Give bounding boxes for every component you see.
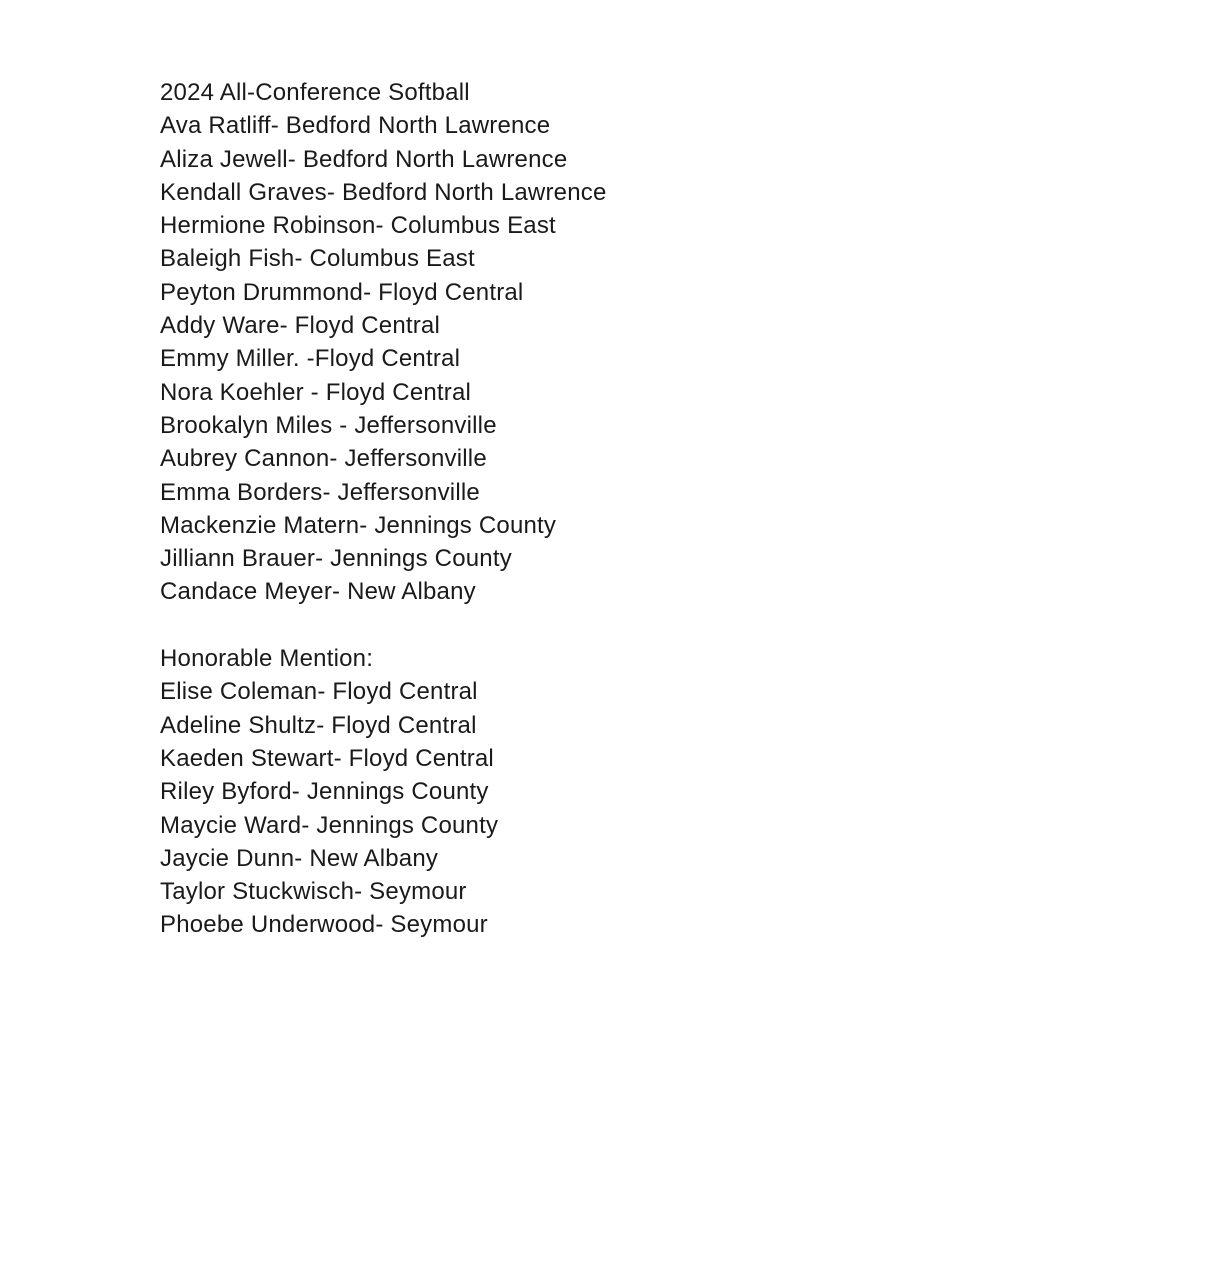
player-line: Kaeden Stewart- Floyd Central [160, 744, 494, 772]
player-line: Elise Coleman- Floyd Central [160, 678, 478, 706]
player-line: Emmy Miller. -Floyd Central [160, 345, 461, 373]
player-line: Jilliann Brauer- Jennings County [160, 545, 512, 573]
player-line: Aliza Jewell- Bedford North Lawrence [160, 145, 568, 173]
document-title: 2024 All-Conference Softball [160, 79, 470, 106]
player-line: Kendall Graves- Bedford North Lawrence [160, 178, 607, 206]
player-line: Peyton Drummond- Floyd Central [160, 278, 524, 306]
player-line: Baleigh Fish- Columbus East [160, 245, 475, 273]
player-line: Maycie Ward- Jennings County [160, 811, 499, 839]
player-line: Brookalyn Miles - Jeffersonville [160, 411, 497, 439]
player-line: Addy Ware- Floyd Central [160, 312, 441, 340]
honorable-mention-heading: Honorable Mention: [160, 645, 374, 673]
player-line: Nora Koehler - Floyd Central [160, 378, 472, 406]
player-line: Aubrey Cannon- Jeffersonville [160, 445, 487, 473]
player-line: Mackenzie Matern- Jennings County [160, 511, 557, 539]
player-line: Taylor Stuckwisch- Seymour [160, 878, 467, 906]
player-line: Jaycie Dunn- New Albany [160, 844, 439, 872]
player-line: Ava Ratliff- Bedford North Lawrence [160, 112, 551, 140]
player-line: Phoebe Underwood- Seymour [160, 911, 488, 939]
player-line: Hermione Robinson- Columbus East [160, 212, 556, 240]
player-line: Riley Byford- Jennings County [160, 778, 489, 806]
player-line: Candace Meyer- New Albany [160, 578, 476, 606]
blank-line [160, 609, 1230, 642]
player-line: Adeline Shultz- Floyd Central [160, 711, 477, 739]
player-line: Emma Borders- Jeffersonville [160, 478, 480, 506]
